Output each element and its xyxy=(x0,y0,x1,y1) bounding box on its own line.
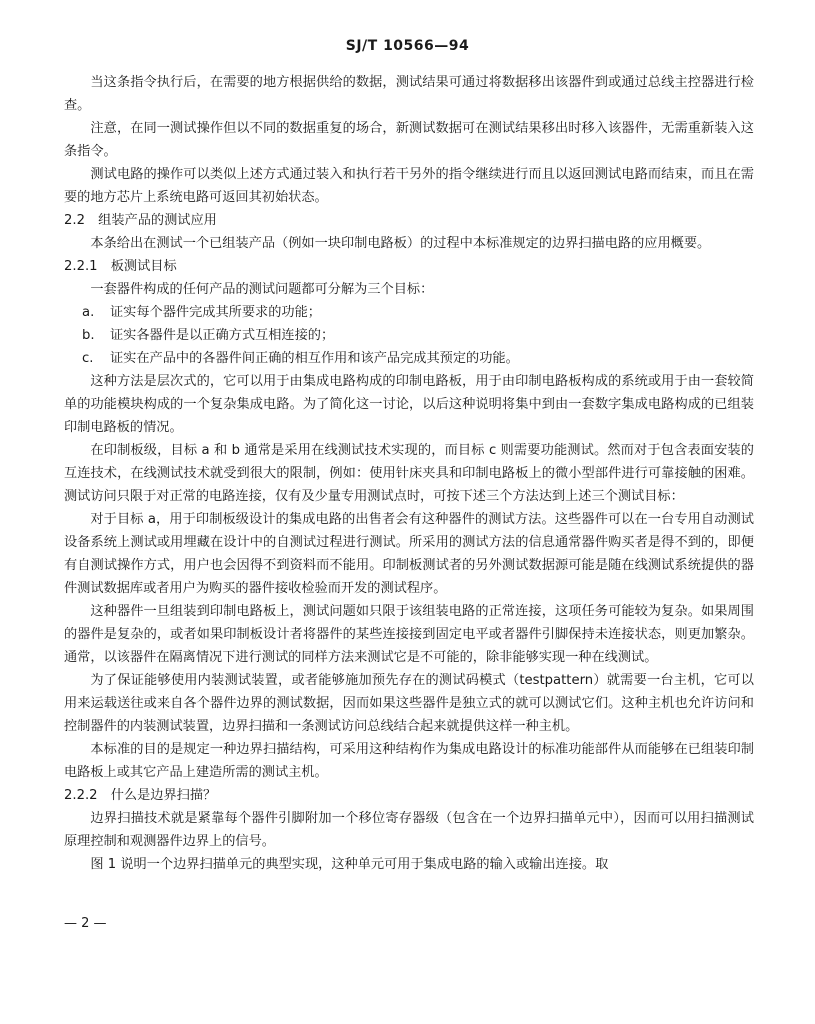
page-header: SJ/T 10566—94 xyxy=(345,38,470,54)
paragraph: 为了保证能够使用内装测试装置，或者能够施加预先存在的测试码模式（testpattern）就需要一台主机，它可以用来运载送往或来自各个器件边界的测试数据，因而如果这些器件是独立式的就可以测试它们。这种主机也允许访问和控制器件的内装测试装置，边界扫描和一条测试访问总线结合起来就提供这样一种主机。 xyxy=(64,673,754,734)
list-item-a xyxy=(64,301,754,324)
page-number: — 2 — xyxy=(64,916,107,931)
document-body xyxy=(64,71,754,876)
paragraph: 在印制板级，目标 a 和 b 通常是采用在线测试技术实现的，而目标 c 则需要功能测试。然而对于包含表面安装的互连技术，在线测试技术就受到很大的限制，例如：使用针床夹具和印制电路板上的微小型部件进行可靠接触的困难。测试访问只限于对正常的电路连接，仅有及少量专用测试点时，可按下述三个方法达到上述三个测试目标： xyxy=(64,443,754,504)
paragraph: 这种器件一旦组装到印制电路板上，测试问题如只限于该组装电路的正常连接，这项任务可能较为复杂。如果周围的器件是复杂的，或者如果印制板设计者将器件的某些连接接到固定电平或者器件引脚保持未连接状态，则更加繁杂。通常，以该器件在隔离情况下进行测试的同样方法来测试它是不可能的，除非能够实现一种在线测试。 xyxy=(64,604,754,665)
paragraph: 一套器件构成的任何产品的测试问题都可分解为三个目标： xyxy=(90,282,434,297)
paragraph: 注意，在同一测试操作但以不同的数据重复的场合，新测试数据可在测试结果移出时移入该器件，无需重新装入这条指令。 xyxy=(64,121,754,159)
section-heading-2-2-2: 2.2.2 什么是边界扫描？ xyxy=(64,788,217,803)
paragraph: 图 1 说明一个边界扫描单元的典型实现，这种单元可用于集成电路的输入或输出连接。取 xyxy=(90,857,609,872)
list-marker: a. xyxy=(82,305,95,320)
paragraph: 本条给出在测试一个已组装产品（例如一块印制电路板）的过程中本标准规定的边界扫描电路的应用概要。 xyxy=(90,236,711,251)
list-marker: b. xyxy=(82,328,95,343)
list-item-text: 证实在产品中的各器件间正确的相互作用和该产品完成其预定的功能。 xyxy=(110,351,519,366)
list-item-b xyxy=(64,324,754,347)
list-item-text: 证实各器件是以正确方式互相连接的； xyxy=(110,328,335,343)
paragraph: 这种方法是层次式的，它可以用于由集成电路构成的印制电路板，用于由印制电路板构成的系统或用于由一套较简单的功能模块构成的一个复杂集成电路。为了简化这一讨论，以后这种说明将集中到由一套数字集成电路构成的已组装印制电路板的情况。 xyxy=(64,374,754,435)
paragraph: 对于目标 a，用于印制板级设计的集成电路的出售者会有这种器件的测试方法。这些器件可以在一台专用自动测试设备系统上测试或用埋藏在设计中的自测试过程进行测试。所采用的测试方法的信息通常器件购买者是得不到的，即便有自测试操作方式，用户也会因得不到资料而不能用。印制板测试者的另外测试数据源可能是随在线测试系统提供的器件测试数据库或者用户为购买的器件接收检验而开发的测试程序。 xyxy=(64,512,754,596)
paragraph: 本标准的目的是规定一种边界扫描结构，可采用这种结构作为集成电路设计的标准功能部件从而能够在已组装印制电路板上或其它产品上建造所需的测试主机。 xyxy=(64,742,754,780)
section-heading-2-2-1: 2.2.1 板测试目标 xyxy=(64,259,177,274)
paragraph: 当这条指令执行后，在需要的地方根据供给的数据，测试结果可通过将数据移出该器件到或通过总线主控器进行检查。 xyxy=(64,75,754,113)
paragraph: 边界扫描技术就是紧靠每个器件引脚附加一个移位寄存器级（包含在一个边界扫描单元中），因而可以用扫描测试原理控制和观测器件边界上的信号。 xyxy=(64,811,754,849)
list-item-c xyxy=(64,347,754,370)
list-marker: c. xyxy=(82,351,94,366)
section-heading-2-2: 2.2 组装产品的测试应用 xyxy=(64,213,217,228)
paragraph: 测试电路的操作可以类似上述方式通过装入和执行若干另外的指令继续进行而且以返回测试电路而结束，而且在需要的地方芯片上系统电路可返回其初始状态。 xyxy=(64,167,754,205)
list-item-text: 证实每个器件完成其所要求的功能； xyxy=(110,305,321,320)
